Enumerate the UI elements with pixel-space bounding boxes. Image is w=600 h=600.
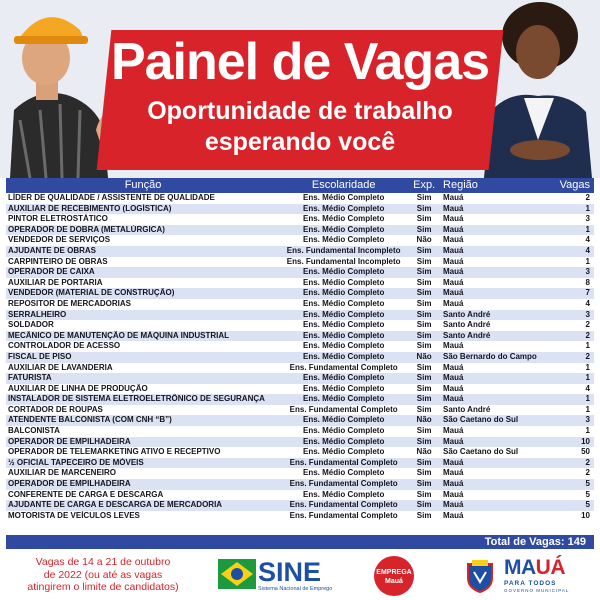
cell-regiao: Mauá xyxy=(443,457,464,467)
cell-regiao: Santo André xyxy=(443,404,491,414)
cell-vagas: 3 xyxy=(585,214,590,224)
table-row xyxy=(6,310,594,321)
cell-exp: Não xyxy=(416,447,432,457)
table-row xyxy=(6,415,594,426)
cell-regiao: Mauá xyxy=(443,341,464,351)
cell-vagas: 5 xyxy=(585,500,590,510)
cell-exp: Sim xyxy=(416,309,432,319)
cell-exp: Sim xyxy=(416,436,432,446)
table-row xyxy=(6,331,594,342)
table-header xyxy=(6,178,594,193)
cell-funcao: AJUDANTE DE OBRAS xyxy=(8,245,97,255)
cell-escolaridade: Ens. Médio Completo xyxy=(303,415,385,425)
cell-escolaridade: Ens. Fundamental Completo xyxy=(289,362,398,372)
cell-vagas: 5 xyxy=(585,479,590,489)
cell-escolaridade: Ens. Médio Completo xyxy=(303,277,385,287)
cell-funcao: AJUDANTE DE CARGA E DESCARGA DE MERCADORIA xyxy=(8,500,223,510)
cell-escolaridade: Ens. Médio Completo xyxy=(303,394,385,404)
cell-vagas: 50 xyxy=(581,447,590,457)
table-row xyxy=(6,511,594,522)
cell-exp: Sim xyxy=(416,203,432,213)
municipal-crest-icon xyxy=(462,558,498,594)
cell-exp: Sim xyxy=(416,193,432,202)
cell-regiao: Mauá xyxy=(443,362,464,372)
cell-regiao: Mauá xyxy=(443,479,464,489)
table-row xyxy=(6,479,594,490)
cell-regiao: Mauá xyxy=(443,288,464,298)
cell-funcao: REPOSITOR DE MERCADORIAS xyxy=(8,298,131,308)
cell-vagas: 1 xyxy=(585,224,590,234)
cell-funcao: SERRALHEIRO xyxy=(8,309,67,319)
cell-vagas: 2 xyxy=(585,351,590,361)
page-subtitle xyxy=(110,96,490,158)
cell-escolaridade: Ens. Médio Completo xyxy=(303,267,385,277)
emprega-maua-logo xyxy=(374,556,414,596)
cell-funcao: CONTROLADOR DE ACESSO xyxy=(8,341,121,351)
cell-regiao: Mauá xyxy=(443,193,464,202)
table-row xyxy=(6,352,594,363)
cell-funcao: BALCONISTA xyxy=(8,426,60,436)
period-line-3: atingirem o limite de candidatos) xyxy=(27,581,179,593)
table-row xyxy=(6,447,594,458)
brazil-flag-icon xyxy=(218,559,256,589)
cell-regiao: Mauá xyxy=(443,500,464,510)
cell-vagas: 10 xyxy=(581,436,590,446)
cell-escolaridade: Ens. Médio Completo xyxy=(303,193,385,202)
period-line-2: de 2022 (ou até as vagas xyxy=(43,568,163,581)
table-row xyxy=(6,257,594,268)
banner xyxy=(0,0,600,178)
cell-exp: Sim xyxy=(416,394,432,404)
cell-escolaridade: Ens. Fundamental Completo xyxy=(289,500,398,510)
cell-vagas: 1 xyxy=(585,373,590,383)
header-escolaridade: Escolaridade xyxy=(311,179,376,191)
cell-funcao: OPERADOR DE CAIXA xyxy=(8,267,95,277)
cell-escolaridade: Ens. Médio Completo xyxy=(303,235,385,245)
cell-escolaridade: Ens. Médio Completo xyxy=(303,309,385,319)
cell-regiao: Mauá xyxy=(443,298,464,308)
cell-exp: Sim xyxy=(416,479,432,489)
page-title: Painel de Vagas xyxy=(110,33,490,91)
cell-escolaridade: Ens. Médio Completo xyxy=(303,330,385,340)
cell-funcao: AUXILIAR DE LINHA DE PRODUÇÃO xyxy=(8,383,148,393)
cell-vagas: 4 xyxy=(585,245,590,255)
cell-regiao: Mauá xyxy=(443,245,464,255)
cell-regiao: Mauá xyxy=(443,426,464,436)
table-row xyxy=(6,405,594,416)
table-row xyxy=(6,458,594,469)
cell-vagas: 2 xyxy=(585,468,590,478)
cell-exp: Sim xyxy=(416,362,432,372)
cell-funcao: SOLDADOR xyxy=(8,320,54,330)
cell-regiao: Santo André xyxy=(443,330,491,340)
table-row xyxy=(6,288,594,299)
table-row xyxy=(6,437,594,448)
header-funcao: Função xyxy=(124,179,162,191)
cell-regiao: Mauá xyxy=(443,277,464,287)
table-row xyxy=(6,373,594,384)
cell-regiao: Mauá xyxy=(443,373,464,383)
cell-vagas: 1 xyxy=(585,426,590,436)
table-row xyxy=(6,235,594,246)
cell-funcao: VENDEDOR DE SERVIÇOS xyxy=(8,235,111,245)
cell-vagas: 5 xyxy=(585,489,590,499)
cell-vagas: 3 xyxy=(585,415,590,425)
cell-funcao: ATENDENTE BALCONISTA (COM CNH “B”) xyxy=(8,415,172,425)
table-row xyxy=(6,384,594,395)
cell-funcao: AUXILIAR DE LAVANDERIA xyxy=(8,362,113,372)
subtitle-line-1: Oportunidade de trabalho xyxy=(147,97,453,125)
cell-vagas: 2 xyxy=(585,457,590,467)
cell-funcao: AUXILIAR DE RECEBIMENTO (LOGÍSTICA) xyxy=(8,203,172,213)
cell-exp: Sim xyxy=(416,489,432,499)
table-row xyxy=(6,299,594,310)
cell-funcao: CONFERENTE DE CARGA E DESCARGA xyxy=(8,489,164,499)
cell-vagas: 2 xyxy=(585,320,590,330)
cell-exp: Sim xyxy=(416,510,432,520)
cell-vagas: 3 xyxy=(585,267,590,277)
maua-gov: GOVERNO MUNICIPAL xyxy=(504,588,570,593)
cell-funcao: MECÂNICO DE MANUTENÇÃO DE MÁQUINA INDUSTRIAL xyxy=(8,330,230,340)
cell-escolaridade: Ens. Médio Completo xyxy=(303,224,385,234)
table-row xyxy=(6,246,594,257)
cell-exp: Não xyxy=(416,415,432,425)
cell-vagas: 10 xyxy=(581,510,590,520)
table-row xyxy=(6,468,594,479)
total-bar xyxy=(6,535,594,549)
cell-exp: Sim xyxy=(416,267,432,277)
cell-escolaridade: Ens. Médio Completo xyxy=(303,489,385,499)
emprega-line-2: Mauá xyxy=(385,578,403,585)
maua-name xyxy=(504,556,596,580)
cell-regiao: Santo André xyxy=(443,320,491,330)
table-body xyxy=(6,193,594,521)
sine-subtitle: Sistema Nacional de Emprego xyxy=(258,586,333,592)
cell-funcao: INSTALADOR DE SISTEMA ELETROELETRÔNICO DE SEGURANÇA xyxy=(8,394,265,404)
subtitle-line-2: esperando você xyxy=(204,128,396,156)
cell-exp: Sim xyxy=(416,256,432,266)
cell-escolaridade: Ens. Médio Completo xyxy=(303,341,385,351)
cell-escolaridade: Ens. Fundamental Incompleto xyxy=(286,256,401,266)
cell-regiao: Mauá xyxy=(443,489,464,499)
cell-exp: Sim xyxy=(416,373,432,383)
cell-escolaridade: Ens. Médio Completo xyxy=(303,203,385,213)
cell-escolaridade: Ens. Fundamental Completo xyxy=(289,404,398,414)
cell-exp: Sim xyxy=(416,330,432,340)
header-exp: Exp. xyxy=(413,179,436,191)
cell-escolaridade: Ens. Fundamental Incompleto xyxy=(286,245,401,255)
cell-exp: Sim xyxy=(416,404,432,414)
emprega-line-1: EMPREGA xyxy=(376,569,412,576)
maua-name-part-b: UÁ xyxy=(535,556,566,579)
cell-escolaridade: Ens. Médio Completo xyxy=(303,214,385,224)
cell-escolaridade: Ens. Fundamental Completo xyxy=(289,457,398,467)
cell-exp: Sim xyxy=(416,500,432,510)
maua-name-part-a: MA xyxy=(504,556,536,579)
total-vagas: Total de Vagas: 149 xyxy=(484,536,586,548)
cell-regiao: Mauá xyxy=(443,267,464,277)
cell-exp: Sim xyxy=(416,298,432,308)
table-row xyxy=(6,193,594,204)
cell-escolaridade: Ens. Médio Completo xyxy=(303,426,385,436)
cell-vagas: 1 xyxy=(585,341,590,351)
cell-vagas: 4 xyxy=(585,235,590,245)
cell-exp: Não xyxy=(416,351,432,361)
cell-exp: Sim xyxy=(416,245,432,255)
cell-exp: Sim xyxy=(416,224,432,234)
cell-vagas: 4 xyxy=(585,298,590,308)
cell-regiao: São Caetano do Sul xyxy=(443,415,519,425)
sine-name: SINE xyxy=(258,557,322,587)
table-row xyxy=(6,394,594,405)
cell-vagas: 8 xyxy=(585,277,590,287)
header-regiao: Região xyxy=(443,179,478,191)
cell-escolaridade: Ens. Fundamental Completo xyxy=(289,510,398,520)
cell-funcao: OPERADOR DE DOBRA (METALÚRGICA) xyxy=(8,224,165,234)
cell-regiao: São Bernardo do Campo xyxy=(443,351,537,361)
cell-funcao: AUXILIAR DE PORTARIA xyxy=(8,277,103,287)
cell-funcao: VENDEDOR (MATERIAL DE CONSTRUÇÃO) xyxy=(8,288,175,298)
cell-funcao: CARPINTEIRO DE OBRAS xyxy=(8,256,108,266)
cell-regiao: Mauá xyxy=(443,214,464,224)
cell-regiao: São Caetano do Sul xyxy=(443,447,519,457)
cell-funcao: PINTOR ELETROSTÁTICO xyxy=(8,214,108,224)
cell-regiao: Mauá xyxy=(443,224,464,234)
maua-logo xyxy=(504,556,596,596)
table-row xyxy=(6,204,594,215)
table-row xyxy=(6,225,594,236)
cell-vagas: 1 xyxy=(585,362,590,372)
cell-funcao: OPERADOR DE TELEMARKETING ATIVO E RECEPTIVO xyxy=(8,447,221,457)
cell-vagas: 7 xyxy=(585,288,590,298)
cell-exp: Sim xyxy=(416,277,432,287)
cell-escolaridade: Ens. Médio Completo xyxy=(303,351,385,361)
cell-exp: Sim xyxy=(416,214,432,224)
cell-funcao: OPERADOR DE EMPILHADEIRA xyxy=(8,479,131,489)
cell-exp: Sim xyxy=(416,426,432,436)
table-row xyxy=(6,278,594,289)
table-row xyxy=(6,426,594,437)
cell-funcao: FATURISTA xyxy=(8,373,52,383)
cell-vagas: 1 xyxy=(585,394,590,404)
cell-funcao: ½ OFICIAL TAPECEIRO DE MÓVEIS xyxy=(8,457,144,467)
cell-regiao: Mauá xyxy=(443,235,464,245)
cell-regiao: Mauá xyxy=(443,510,464,520)
cell-exp: Sim xyxy=(416,288,432,298)
table-row xyxy=(6,320,594,331)
period-line-1: Vagas de 14 a 21 de outubro xyxy=(35,556,171,568)
cell-regiao: Mauá xyxy=(443,468,464,478)
cell-escolaridade: Ens. Médio Completo xyxy=(303,373,385,383)
cell-exp: Sim xyxy=(416,383,432,393)
cell-regiao: Mauá xyxy=(443,256,464,266)
maua-slogan: PARA TODOS xyxy=(504,580,557,587)
cell-funcao: OPERADOR DE EMPILHADEIRA xyxy=(8,436,131,446)
table-row xyxy=(6,267,594,278)
table-row xyxy=(6,341,594,352)
period-text xyxy=(8,556,198,594)
table-row xyxy=(6,490,594,501)
cell-vagas: 1 xyxy=(585,404,590,414)
cell-vagas: 1 xyxy=(585,256,590,266)
cell-regiao: Mauá xyxy=(443,203,464,213)
cell-funcao: CORTADOR DE ROUPAS xyxy=(8,404,103,414)
cell-exp: Não xyxy=(416,235,432,245)
cell-exp: Sim xyxy=(416,341,432,351)
cell-funcao: FISCAL DE PISO xyxy=(8,351,72,361)
cell-escolaridade: Ens. Médio Completo xyxy=(303,288,385,298)
cell-exp: Sim xyxy=(416,457,432,467)
cell-exp: Sim xyxy=(416,468,432,478)
sine-logo xyxy=(218,557,333,593)
cell-regiao: Mauá xyxy=(443,383,464,393)
cell-regiao: Santo André xyxy=(443,309,491,319)
cell-escolaridade: Ens. Fundamental Completo xyxy=(289,479,398,489)
cell-escolaridade: Ens. Médio Completo xyxy=(303,320,385,330)
cell-escolaridade: Ens. Médio Completo xyxy=(303,298,385,308)
cell-escolaridade: Ens. Médio Completo xyxy=(303,436,385,446)
cell-escolaridade: Ens. Médio Completo xyxy=(303,383,385,393)
table-row xyxy=(6,214,594,225)
cell-escolaridade: Ens. Médio Completo xyxy=(303,447,385,457)
cell-vagas: 1 xyxy=(585,203,590,213)
cell-vagas: 2 xyxy=(585,330,590,340)
cell-funcao: MOTORISTA DE VEÍCULOS LEVES xyxy=(8,510,140,520)
cell-funcao: AUXILIAR DE MARCENEIRO xyxy=(8,468,117,478)
table-row xyxy=(6,363,594,374)
cell-regiao: Mauá xyxy=(443,436,464,446)
cell-vagas: 4 xyxy=(585,383,590,393)
cell-escolaridade: Ens. Médio Completo xyxy=(303,468,385,478)
cell-exp: Sim xyxy=(416,320,432,330)
cell-vagas: 3 xyxy=(585,309,590,319)
cell-regiao: Mauá xyxy=(443,394,464,404)
header-vagas: Vagas xyxy=(559,179,590,191)
cell-vagas: 2 xyxy=(585,193,590,202)
cell-funcao: LÍDER DE QUALIDADE / ASSISTENTE DE QUALIDADE xyxy=(8,193,215,202)
table-row xyxy=(6,500,594,511)
jobs-table xyxy=(6,178,594,521)
